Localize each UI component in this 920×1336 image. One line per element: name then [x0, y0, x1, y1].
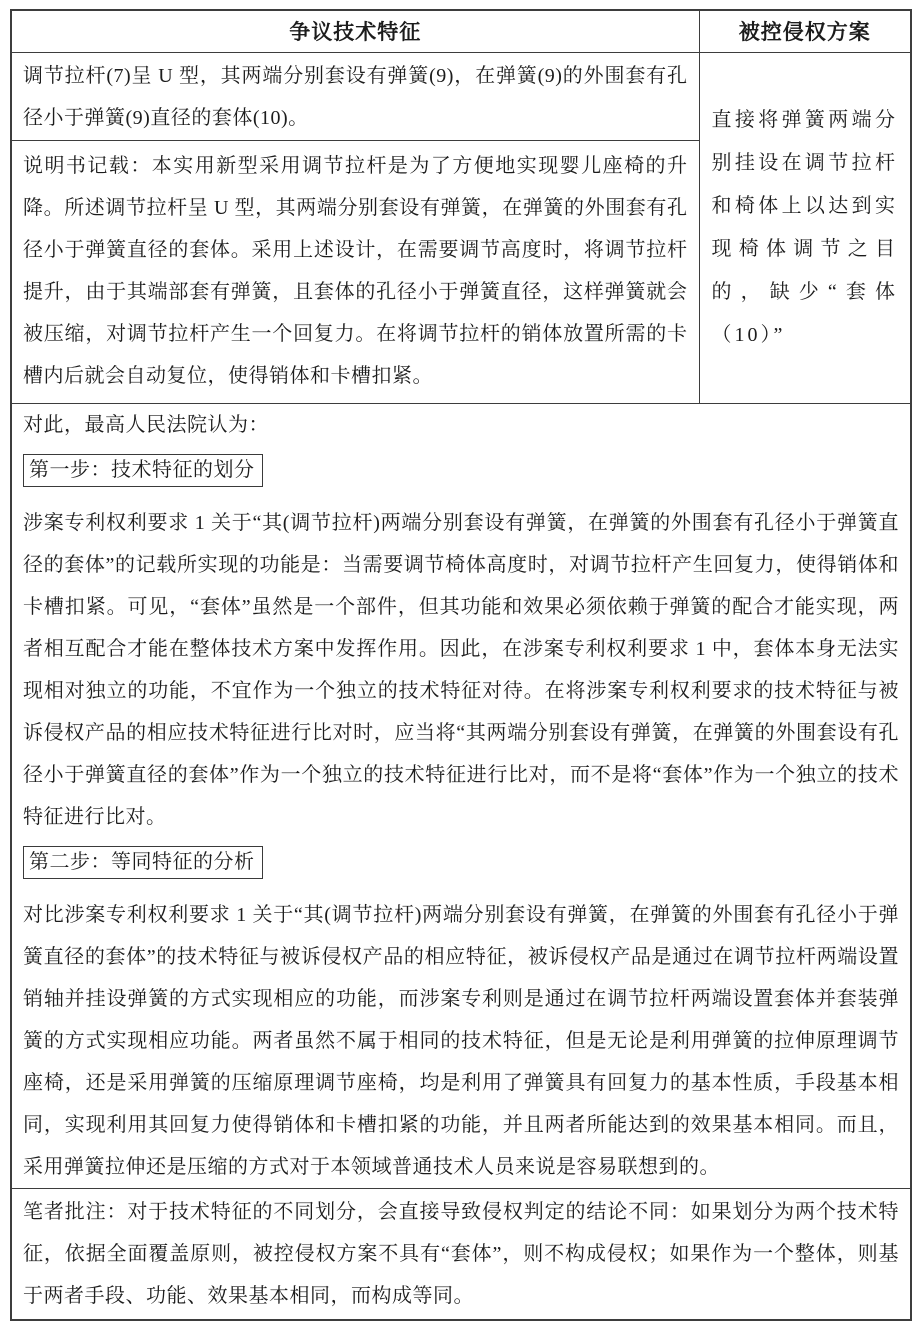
step1-title-box	[23, 454, 263, 487]
header-disputed-technical-feature: 争议技术特征	[11, 10, 699, 52]
table-row	[11, 403, 911, 1188]
table-row	[11, 52, 911, 140]
court-opinion-intro: 对此，最高人民法院认为：	[23, 413, 269, 436]
court-analysis-cell	[11, 403, 911, 1188]
step2-title: 第二步：等同特征的分析	[29, 850, 255, 873]
step1-title: 第一步：技术特征的划分	[29, 458, 255, 481]
step2-analysis-text: 对比涉案专利权利要求 1 关于“其(调节拉杆)两端分别套设有弹簧，在弹簧的外围套有孔径小于弹簧直径的套体”的技术特征与被诉侵权产品的相应特征，被诉侵权产品是通过在调节拉杆两端设置销轴并挂设弹簧的方式实现相应的功能，而涉案专利则是通过在调节拉杆两端设置套体并套装弹簧的方式实现相应功能。两者虽然不属于相同的技术特征，但是无论是利用弹簧的拉伸原理调节座椅，还是采用弹簧的压缩原理调节座椅，均是利用了弹簧具有回复力的基本性质，手段基本相同，实现利用其回复力使得销体和卡槽扣紧的功能，并且两者所能达到的效果基本相同。而且，采用弹簧拉伸还是压缩的方式对于本领域普通技术人员来说是容易联想到的。	[23, 903, 899, 1178]
step1-analysis-text: 涉案专利权利要求 1 关于“其(调节拉杆)两端分别套设有弹簧，在弹簧的外围套有孔径小于弹簧直径的套体”的记载所实现的功能是：当需要调节椅体高度时，对调节拉杆产生回复力，使得销体和卡槽扣紧。可见，“套体”虽然是一个部件，但其功能和效果必须依赖于弹簧的配合才能实现，两者相互配合才能在整体技术方案中发挥作用。因此，在涉案专利权利要求 1 中，套体本身无法实现相对独立的功能，不宜作为一个独立的技术特征对待。在将涉案专利权利要求的技术特征与被诉侵权产品的相应技术特征进行比对时，应当将“其两端分别套设有弹簧，在弹簧的外围套设有孔径小于弹簧直径的套体”作为一个独立的技术特征进行比对，而不是将“套体”作为一个独立的技术特征进行比对。	[23, 511, 899, 828]
step2-title-box	[23, 846, 263, 879]
accused-scheme-cell: 直接将弹簧两端分别挂设在调节拉杆和椅体上以达到实现椅体调节之目的，缺少“套体（10）”	[699, 52, 911, 403]
specification-record-cell: 说明书记载：本实用新型采用调节拉杆是为了方便地实现婴儿座椅的升降。所述调节拉杆呈 U 型，其两端分别套设有弹簧，在弹簧的外围套有孔径小于弹簧直径的套体。采用上述设计，在需要调节高度时，将调节拉杆提升，由于其端部套有弹簧，且套体的孔径小于弹簧直径，这样弹簧就会被压缩，对调节拉杆产生一个回复力。在将调节拉杆的销体放置所需的卡槽内后就会自动复位，使得销体和卡槽扣紧。	[11, 140, 699, 403]
table-header-row	[11, 10, 911, 52]
feature-comparison-table	[10, 9, 912, 1321]
claim-feature-cell: 调节拉杆(7)呈 U 型，其两端分别套设有弹簧(9)，在弹簧(9)的外围套有孔径小于弹簧(9)直径的套体(10)。	[11, 52, 699, 140]
author-note-cell: 笔者批注：对于技术特征的不同划分，会直接导致侵权判定的结论不同：如果划分为两个技术特征，依据全面覆盖原则，被控侵权方案不具有“套体”，则不构成侵权；如果作为一个整体，则基于两者手段、功能、效果基本相同，而构成等同。	[11, 1188, 911, 1320]
table-row	[11, 1188, 911, 1320]
header-accused-infringement-scheme: 被控侵权方案	[699, 10, 911, 52]
